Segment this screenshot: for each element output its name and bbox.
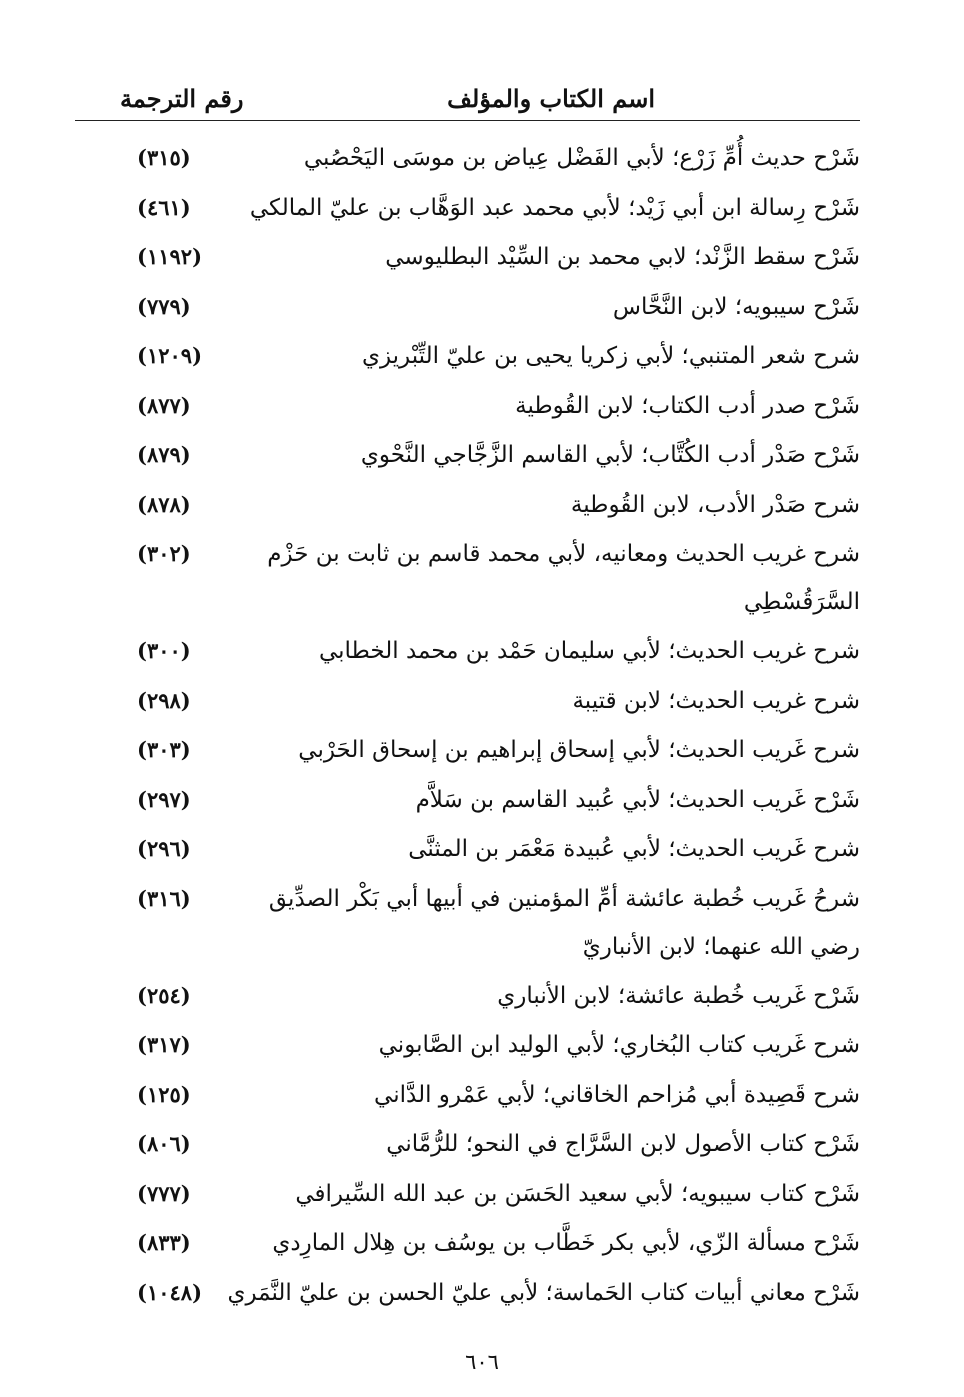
list-item (75, 717, 860, 767)
list-item (75, 1161, 860, 1211)
entry-title: شَرْح سيبويه؛ لابن النَّحَّاس (612, 293, 860, 320)
entry-number: (٨٧٧) (137, 392, 191, 418)
list-item (75, 816, 860, 866)
entry-title: شَرْح كتاب سيبويه؛ لأبي سعيد الحَسَن بن عبد الله السِّيرافي (295, 1180, 860, 1207)
entry-number: (٨٧٩) (137, 442, 191, 467)
list-item (75, 274, 860, 324)
entry-number: (٢٩٧) (137, 786, 191, 812)
entry-title: شرح قَصِيدة أبي مُزاحم الخاقاني؛ لأبي عَمْرو الدَّاني (374, 1081, 860, 1108)
entry-number: (٣١٦) (137, 885, 191, 911)
entry-number: (١٠٤٨) (137, 1279, 202, 1305)
list-item (75, 767, 860, 817)
list-item (75, 521, 860, 618)
entry-number: (٨٣٣) (137, 1230, 191, 1255)
list-item (75, 963, 860, 1013)
list-item (75, 668, 860, 718)
column-header-number: رقم الترجمة (120, 84, 244, 113)
list-item (75, 323, 860, 373)
entry-title: شَرْح مسألة الزّي، لأبي بكر خَطَّاب بن يوسُف بن هِلال المارِدي (272, 1230, 860, 1256)
entry-number: (٨٧٨) (137, 491, 191, 517)
entry-title: شَرْح حديث أُمِّ زَرْع؛ لأبي الفَضْل عِياض بن موسَى اليَحْصُبي (303, 145, 860, 171)
entry-title: شَرْح معاني أبيات كتاب الحَماسة؛ لأبي عليّ الحسن بن عليّ النَّمَري (227, 1279, 860, 1306)
entry-title: شَرْح صَدْر أدب الكُتَّاب؛ لأبي القاسم الزَّجَّاجي النَّحْوي (360, 442, 860, 468)
entry-number: (٣٠٢) (137, 541, 191, 566)
list-item (75, 1210, 860, 1260)
table-header (75, 78, 860, 121)
list-item (75, 618, 860, 668)
entry-title: شَرْح رِسالة ابن أبي زَيْد؛ لأبي محمد عبد الوَهَّاب بن عليّ المالكي (249, 194, 860, 221)
entry-title: شَرْح صدر أدب الكتاب؛ لابن القُوطية (515, 392, 860, 419)
list-item (75, 1062, 860, 1112)
entry-number: (١٢٠٩) (137, 343, 202, 368)
entry-title: شرح غريب الحديث؛ لابن قتيبة (572, 687, 860, 714)
list-item (75, 175, 860, 225)
list-item (75, 472, 860, 522)
entry-title: شرح غَريب الحديث؛ لأبي عُبيدة مَعْمَر بن المثنَّى (408, 836, 860, 862)
entry-number: (٣٠٣) (137, 737, 191, 762)
entry-number: (٨٠٦) (137, 1131, 191, 1156)
entry-title: شرح شعر المتنبي؛ لأبي زكريا يحيى بن عليّ التِّبْريزي (361, 343, 860, 369)
list-item (75, 1111, 860, 1161)
list-item (75, 1260, 860, 1310)
entry-number: (٧٧٧) (137, 1180, 191, 1206)
list-item (75, 224, 860, 274)
entry-title: شرح غَريب الحديث؛ لأبي إسحاق إبراهيم بن إسحاق الحَرْبي (298, 737, 860, 763)
entry-number: (٣١٥) (137, 145, 191, 170)
entry-title: شَرْح غَريب الحديث؛ لأبي عُبيد القاسم بن سَلاَّم (415, 786, 860, 813)
entry-title: شرحُ غَريب خُطبة عائشة أمِّ المؤمنين في أبيها أبي بَكْر الصدِّيق رضي الله عنهما؛ لابن الأنباريّ (268, 885, 860, 960)
list-item (75, 125, 860, 175)
column-header-title: اسم الكتاب والمؤلف (447, 84, 655, 113)
list-item (75, 373, 860, 423)
entry-number: (٢٩٦) (137, 836, 191, 861)
entry-number: (٣١٧) (137, 1032, 191, 1057)
entry-number: (١٢٥) (137, 1081, 191, 1107)
entry-title: شرح غَريب كتاب البُخاري؛ لأبي الوليد ابن الصَّابوني (378, 1032, 860, 1058)
entry-title: شَرْح غَريب خُطبة عائشة؛ لابن الأنباري (497, 982, 860, 1009)
entry-title: شرح غريب الحديث؛ لأبي سليمان حَمْد بن محمد الخطابي (318, 638, 860, 664)
entry-number: (٣٠٠) (137, 638, 191, 663)
list-item (75, 1012, 860, 1062)
page-number: ٦٠٦ (465, 1350, 499, 1374)
entry-number: (٢٥٤) (137, 982, 191, 1008)
entry-title: شرح غريب الحديث ومعانيه، لأبي محمد قاسم بن ثابت بن حَزْم السَّرَقُسْطِي (267, 541, 860, 615)
list-item (75, 422, 860, 472)
entry-title: شرح صَدْر الأدب، لابن القُوطية (570, 491, 860, 518)
entry-number: (٢٩٨) (137, 687, 191, 713)
entry-number: (٧٧٩) (137, 293, 191, 319)
entry-number: (٤٦١) (137, 194, 191, 220)
entry-list (75, 125, 860, 1309)
entry-title: شَرْح سقط الزَّنْد؛ لابي محمد بن السِّيْد البطليوسي (385, 244, 860, 270)
list-item (75, 866, 860, 963)
entry-number: (١١٩٢) (137, 244, 202, 269)
entry-title: شَرْح كتاب الأصول لابن السَّرَّاج في النحو؛ للرُّمَّاني (386, 1131, 860, 1157)
